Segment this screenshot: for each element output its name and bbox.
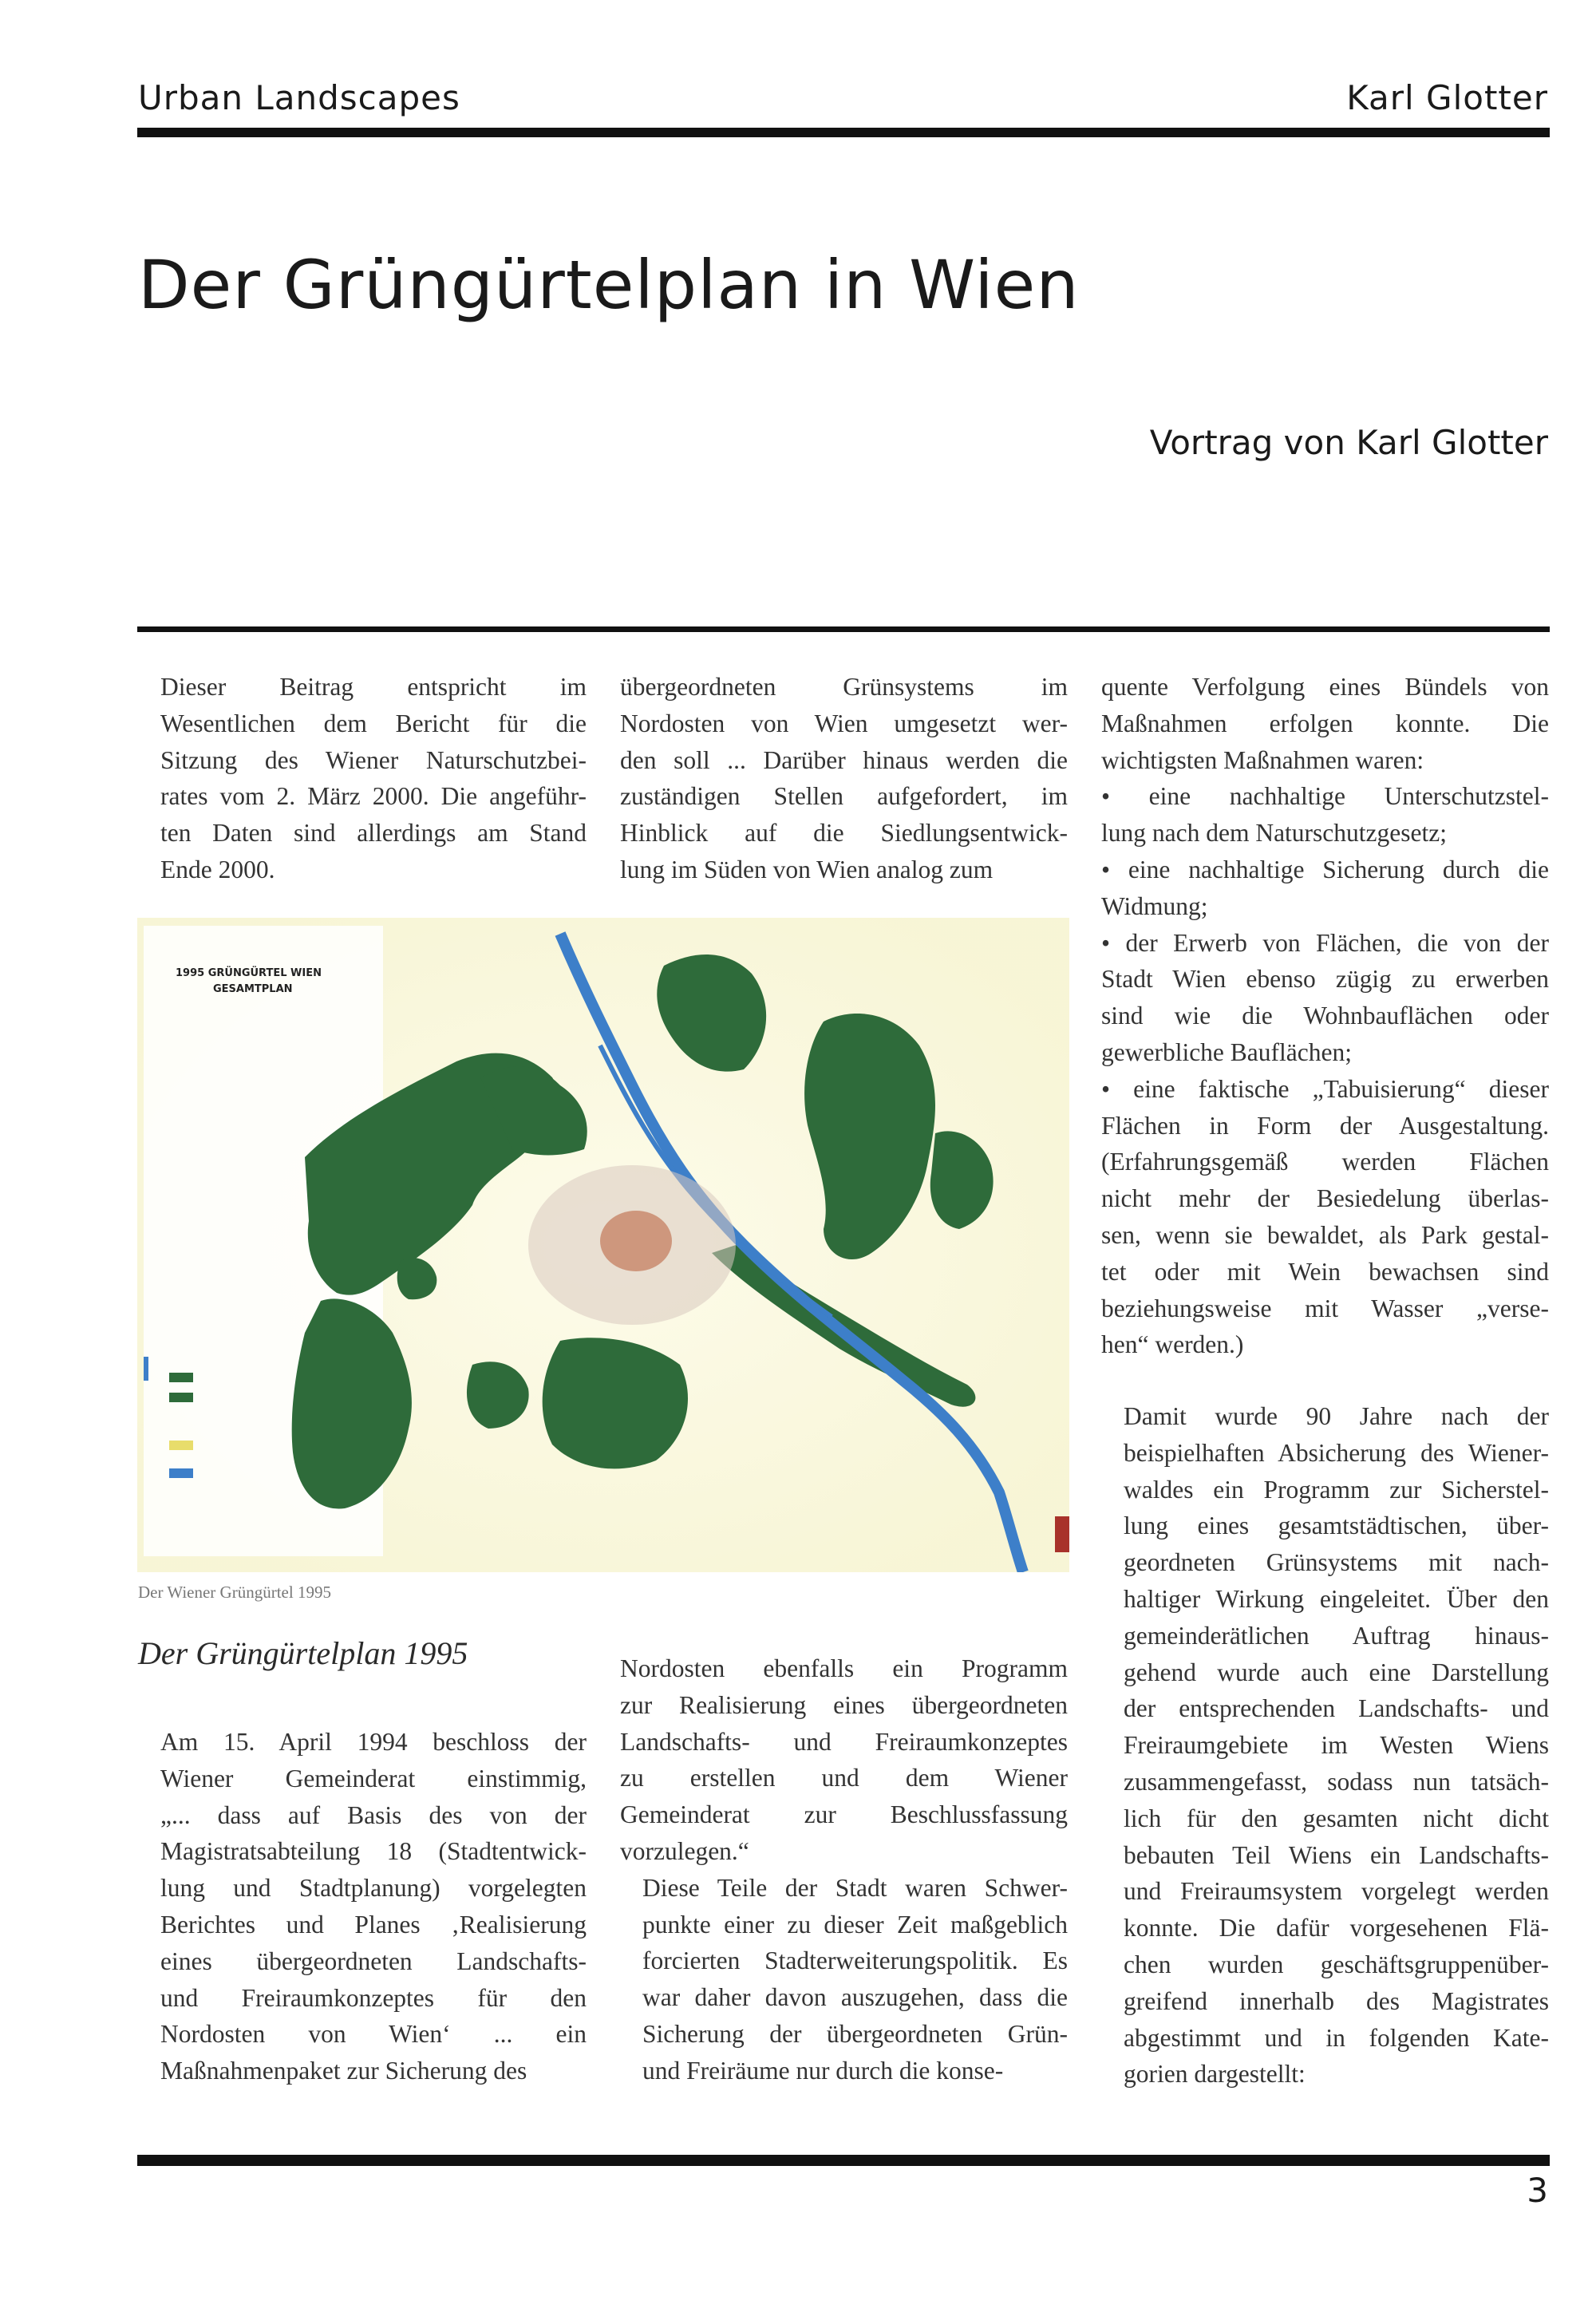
text-line: lung nach dem Naturschutzgesetz; [1101, 819, 1447, 848]
text-line: wichtigsten Maßnahmen waren: [1101, 745, 1424, 774]
text-line: Magistratsabteilung 18 (Stadtentwick- [160, 1837, 587, 1866]
text-line: greifend innerhalb des Magistrates [1124, 1986, 1549, 2015]
text-line: gehend wurde auch eine Darstellung [1124, 1658, 1549, 1686]
text-line: ten Daten sind allerdings am Stand [160, 819, 587, 848]
text-line: zur Realisierung eines übergeordneten [620, 1690, 1068, 1719]
text-line: chen wurden geschäftsgruppenüber- [1124, 1950, 1549, 1978]
text-line: punkte einer zu dieser Zeit maßgeblich [642, 1910, 1068, 1939]
text-line: „... dass auf Basis des von der [160, 1800, 587, 1829]
text-line: Dieser Beitrag entspricht im [160, 673, 587, 701]
legend-swatch-green2 [169, 1393, 193, 1402]
text-line: gemeinderätlichen Auftrag hinaus- [1124, 1621, 1549, 1650]
text-line: Freiraumgebiete im Westen Wiens [1124, 1731, 1549, 1760]
text-line: sen, wenn sie bewaldet, als Park gestal- [1101, 1220, 1549, 1249]
section-heading: Der Grüngürtelplan 1995 [138, 1635, 468, 1671]
text-line: abgestimmt und in folgenden Kate- [1124, 2023, 1549, 2052]
text-line: zu erstellen und dem Wiener [620, 1764, 1068, 1792]
text-line: Hinblick auf die Siedlungsentwick- [620, 819, 1068, 848]
text-line: und Freiraumkonzeptes für den [160, 1983, 587, 2012]
greenbelt-map [137, 918, 1069, 1572]
text-line: lung eines gesamtstädtischen, über- [1124, 1512, 1549, 1540]
text-line: gorien dargestellt: [1124, 2060, 1306, 2089]
map-corner-mark [1055, 1516, 1069, 1552]
page-subtitle: Vortrag von Karl Glotter [1149, 423, 1548, 462]
text-line: • der Erwerb von Flächen, die von der [1101, 928, 1549, 957]
text-line: war daher davon auszugehen, dass die [642, 1983, 1068, 2012]
column2-top-paragraph [620, 669, 1068, 888]
text-line: Nordosten von Wien umgesetzt wer- [620, 709, 1068, 737]
text-line: geordneten Grünsystems mit nach- [1124, 1548, 1549, 1577]
text-line: sind wie die Wohnbauflächen oder [1101, 1002, 1549, 1030]
text-line: Nordosten ebenfalls ein Programm [620, 1654, 1068, 1682]
column1-body-paragraph [138, 1724, 587, 2089]
greenbelt-map-figure [137, 918, 1069, 1572]
text-line: tet oder mit Wein bewachsen sind [1101, 1257, 1549, 1286]
intro-paragraph [138, 669, 587, 888]
legend-swatch-green [169, 1373, 193, 1382]
text-line: Flächen in Form der Ausgestaltung. [1101, 1111, 1549, 1140]
text-line: Berichtes und Planes ‚Realisierung [160, 1910, 587, 1939]
text-line: zuständigen Stellen aufgefordert, im [620, 782, 1068, 811]
legend-marker [144, 1357, 148, 1381]
text-line: Maßnahmen erfolgen konnte. Die [1101, 709, 1549, 737]
map-green-south [543, 1338, 688, 1468]
text-line: und Freiräume nur durch die konse- [642, 2056, 1004, 2085]
text-line: vorzulegen.“ [620, 1836, 749, 1865]
legend-swatch-blue [169, 1468, 193, 1478]
text-line: beispielhaften Absicherung des Wiener- [1124, 1438, 1549, 1467]
legend-swatch-yellow [169, 1441, 193, 1450]
map-title-line2: GESAMTPLAN [213, 983, 293, 995]
text-line: beziehungsweise mit Wasser „verse- [1101, 1294, 1549, 1322]
text-line: Damit wurde 90 Jahre nach der [1124, 1402, 1549, 1430]
text-line: waldes ein Programm zur Sicherstel- [1124, 1475, 1549, 1504]
text-line: lung und Stadtplanung) vorgelegten [160, 1874, 587, 1903]
text-line: zusammengefasst, sodass nun tatsäch- [1124, 1767, 1549, 1796]
text-line: Maßnahmenpaket zur Sicherung des [160, 2057, 527, 2085]
text-line: rates vom 2. März 2000. Die angeführ- [160, 782, 587, 811]
header-rule [137, 128, 1550, 137]
text-line: Wiener Gemeinderat einstimmig, [160, 1764, 587, 1792]
page-number: 3 [1527, 2171, 1548, 2210]
map-title-line1: 1995 GRÜNGÜRTEL WIEN [176, 967, 322, 979]
text-line: • eine nachhaltige Unterschutzstel- [1101, 782, 1549, 811]
text-line: • eine nachhaltige Sicherung durch die [1101, 855, 1549, 883]
text-line: Widmung; [1101, 891, 1208, 920]
text-line: • eine faktische „Tabuisierung“ dieser [1101, 1074, 1549, 1103]
text-line: Ende 2000. [160, 855, 275, 883]
text-line: Sitzung des Wiener Naturschutzbei- [160, 745, 587, 774]
text-line: forcierten Stadterweiterungspolitik. Es [642, 1946, 1068, 1975]
text-line: eines übergeordneten Landschafts- [160, 1946, 587, 1975]
text-line: hen“ werden.) [1101, 1330, 1244, 1359]
figure-caption: Der Wiener Grüngürtel 1995 [138, 1583, 331, 1602]
text-line: Landschafts- und Freiraumkonzeptes [620, 1727, 1068, 1756]
text-line: Am 15. April 1994 beschloss der [160, 1728, 587, 1756]
text-line: quente Verfolgung eines Bündels von [1101, 673, 1549, 701]
footer-rule [137, 2155, 1550, 2166]
page-title: Der Grüngürtelplan in Wien [138, 246, 1080, 324]
text-line: nicht mehr der Besiedelung überlas- [1101, 1184, 1549, 1213]
text-line: konnte. Die dafür vorgesehenen Flä- [1124, 1914, 1549, 1943]
map-city-center [600, 1211, 672, 1271]
text-line: haltiger Wirkung eingeleitet. Über den [1124, 1584, 1549, 1613]
section-rule [137, 626, 1550, 632]
text-line: Sicherung der übergeordneten Grün- [642, 2019, 1068, 2048]
text-line: übergeordneten Grünsystems im [620, 673, 1068, 701]
text-line: Wesentlichen dem Bericht für die [160, 709, 587, 737]
text-line: Diese Teile der Stadt waren Schwer- [642, 1873, 1068, 1902]
text-line: den soll ... Darüber hinaus werden die [620, 745, 1068, 774]
text-line: gewerbliche Bauflächen; [1101, 1037, 1352, 1066]
column3-paragraph [1101, 1398, 1549, 2093]
text-line: Nordosten von Wien‘ ... ein [160, 2020, 587, 2049]
text-line: und Freiraumsystem vorgelegt werden [1124, 1877, 1549, 1906]
running-header-title: Urban Landscapes [138, 78, 460, 117]
text-line: (Erfahrungsgemäß werden Flächen [1101, 1148, 1549, 1176]
text-line: Gemeinderat zur Beschlussfassung [620, 1800, 1068, 1829]
text-line: lung im Süden von Wien analog zum [620, 855, 994, 883]
text-line: bebauten Teil Wiens ein Landschafts- [1124, 1840, 1549, 1869]
text-line: lich für den gesamten nicht dicht [1124, 1804, 1549, 1832]
text-line: der entsprechenden Landschafts- und [1124, 1694, 1549, 1723]
column3-measures [1101, 669, 1549, 1363]
column2-bottom-text [620, 1650, 1068, 2089]
running-header-author: Karl Glotter [1346, 78, 1548, 117]
text-line: Stadt Wien ebenso zügig zu erwerben [1101, 965, 1549, 994]
